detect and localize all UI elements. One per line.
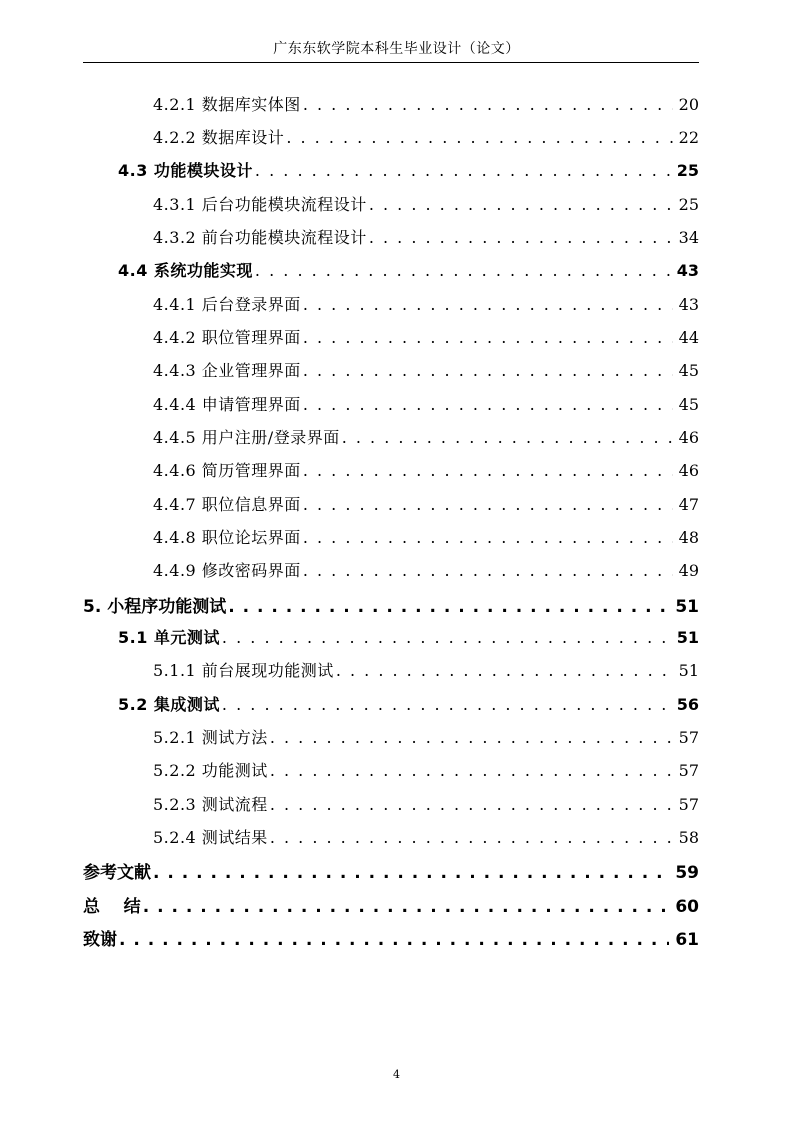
toc-entry[interactable] [153,325,699,349]
toc-entry-label: 4.3 功能模块设计 [118,161,253,180]
toc-entry-label: 4.4.2 职位管理界面 [153,328,301,347]
toc-entry[interactable] [153,792,699,816]
toc-entry[interactable] [153,358,699,382]
dot-leader [369,195,673,214]
toc-entry-label: 4.4.7 职位信息界面 [153,495,301,514]
toc-entry-label: 5.2 集成测试 [118,695,220,714]
toc-entry-page: 61 [675,930,699,950]
toc-entry-page: 22 [678,128,699,147]
toc-entry[interactable] [83,925,699,949]
toc-entry[interactable] [153,458,699,482]
dot-leader [270,761,673,780]
toc-entry[interactable] [83,892,699,916]
dot-leader [303,461,673,480]
dot-leader [303,361,673,380]
toc-entry-label: 4.4.4 申请管理界面 [153,395,301,414]
toc-entry[interactable] [153,492,699,516]
toc-entry-page: 46 [678,428,699,447]
toc-entry-page: 45 [678,361,699,380]
toc-entry-label: 参考文献 [83,863,151,883]
dot-leader [303,295,673,314]
toc-entry[interactable] [118,692,699,716]
toc-entry-page: 47 [678,495,699,514]
toc-entry[interactable] [153,92,699,116]
toc-entry-page: 51 [675,597,699,617]
toc-entry-label: 总 结 [83,897,141,917]
dot-leader [342,428,673,447]
dot-leader [222,628,671,647]
toc-entry[interactable] [153,825,699,849]
page-header: 广东东软学院本科生毕业设计（论文） [273,41,520,57]
toc-entry-label: 4.2.2 数据库设计 [153,128,285,147]
toc-entry[interactable] [83,858,699,882]
dot-leader [270,728,673,747]
toc-entry[interactable] [153,292,699,316]
toc-entry-label: 4.4.8 职位论坛界面 [153,528,301,547]
toc-entry-label: 5.2.2 功能测试 [153,761,268,780]
dot-leader [119,930,669,950]
toc-entry-page: 43 [678,295,699,314]
toc-entry-label: 4.4 系统功能实现 [118,261,253,280]
dot-leader [303,561,673,580]
dot-leader [255,161,671,180]
toc-entry-page: 57 [678,728,699,747]
toc-entry-page: 46 [678,461,699,480]
dot-leader [303,95,673,114]
toc-entry-label: 4.4.5 用户注册/登录界面 [153,428,340,447]
toc-entry-page: 56 [676,695,699,714]
toc-entry-label: 4.2.1 数据库实体图 [153,95,301,114]
toc-entry-page: 51 [678,661,699,680]
toc-entry[interactable] [153,758,699,782]
toc-entry-page: 58 [678,828,699,847]
toc-entry-label: 4.4.9 修改密码界面 [153,561,301,580]
dot-leader [153,863,669,883]
dot-leader [303,528,673,547]
toc-entry-label: 5.1.1 前台展现功能测试 [153,661,334,680]
toc-entry[interactable] [153,392,699,416]
toc-entry-page: 60 [675,897,699,917]
toc-entry[interactable] [83,592,699,616]
page-number: 4 [393,1068,400,1081]
toc-entry-label: 5.2.4 测试结果 [153,828,268,847]
toc-entry-page: 25 [676,161,699,180]
toc-entry-label: 5.2.3 测试流程 [153,795,268,814]
toc-entry[interactable] [153,725,699,749]
toc-entry-label: 4.3.1 后台功能模块流程设计 [153,195,367,214]
dot-leader [369,228,673,247]
toc-entry-page: 57 [678,761,699,780]
toc-entry-page: 48 [678,528,699,547]
dot-leader [255,261,671,280]
toc-entry-page: 43 [676,261,699,280]
toc-entry-page: 49 [678,561,699,580]
toc-entry-page: 20 [678,95,699,114]
dot-leader [270,795,673,814]
toc-entry-label: 致谢 [83,930,117,950]
header-rule [83,62,699,63]
toc-entry-label: 4.4.3 企业管理界面 [153,361,301,380]
toc-entry[interactable] [153,425,699,449]
toc-entry-page: 34 [678,228,699,247]
toc-entry-label: 4.3.2 前台功能模块流程设计 [153,228,367,247]
toc-entry-label: 5. 小程序功能测试 [83,597,227,617]
toc-entry-page: 44 [678,328,699,347]
toc-entry[interactable] [118,625,699,649]
toc-entry-label: 5.2.1 测试方法 [153,728,268,747]
dot-leader [336,661,673,680]
dot-leader [286,128,672,147]
toc-entry[interactable] [153,525,699,549]
toc-entry-page: 59 [675,863,699,883]
toc-entry-label: 4.4.6 简历管理界面 [153,461,301,480]
dot-leader [143,897,670,917]
dot-leader [303,395,673,414]
toc-entry-page: 25 [678,195,699,214]
dot-leader [222,695,671,714]
toc-entry-page: 57 [678,795,699,814]
toc-entry-label: 4.4.1 后台登录界面 [153,295,301,314]
dot-leader [270,828,673,847]
toc-entry-page: 45 [678,395,699,414]
toc-entry[interactable] [118,258,699,282]
dot-leader [228,597,669,617]
toc-entry[interactable] [153,192,699,216]
toc-entry[interactable] [153,558,699,582]
toc-entry-page: 51 [676,628,699,647]
toc-entry[interactable] [153,225,699,249]
toc-entry[interactable] [153,658,699,682]
toc-entry-label: 5.1 单元测试 [118,628,220,647]
toc-entry[interactable] [153,125,699,149]
dot-leader [303,495,673,514]
toc-entry[interactable] [118,158,699,182]
dot-leader [303,328,673,347]
